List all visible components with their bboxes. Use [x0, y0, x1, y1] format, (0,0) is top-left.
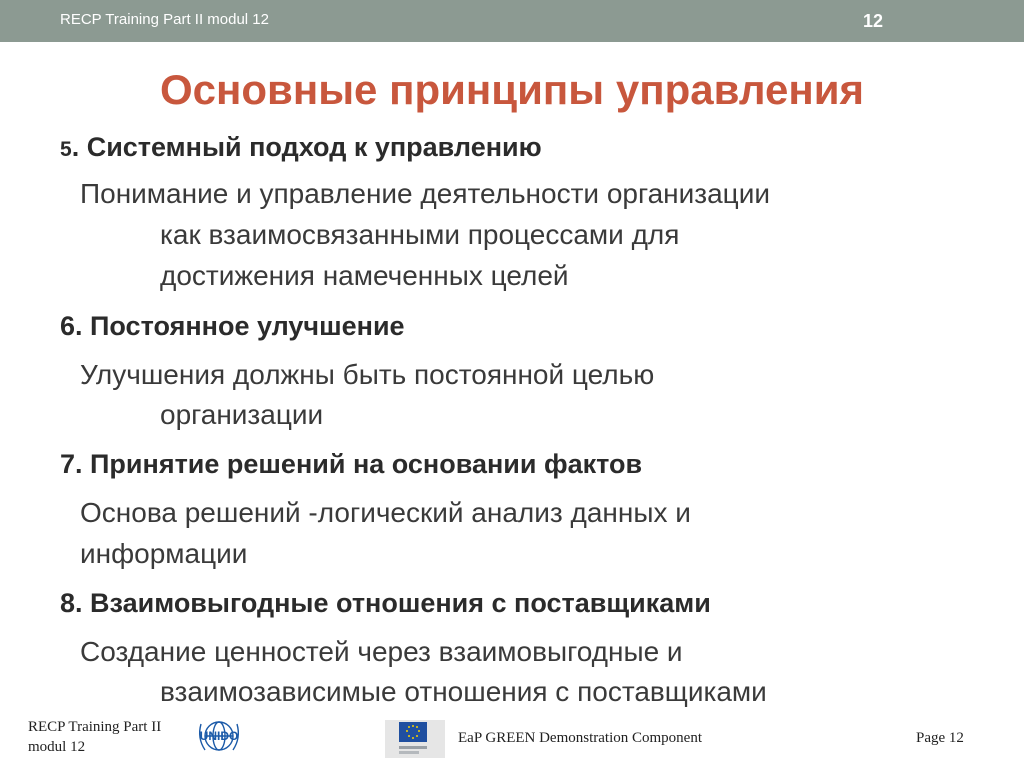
- svg-text:UNIDO: UNIDO: [199, 729, 239, 743]
- slide-number: 12: [863, 11, 884, 31]
- footer-course: [28, 717, 161, 757]
- principle-5-number: 5: [60, 138, 72, 161]
- principle-5-line-1: Понимание и управление деятельности организации: [80, 178, 770, 209]
- principle-6-line-1: Улучшения должны быть постоянной целью: [80, 359, 655, 390]
- principle-5-heading-text: . Системный подход к управлению: [71, 132, 542, 162]
- principle-5-heading: [60, 132, 542, 163]
- principle-7-heading: 7. Принятие решений на основании фактов: [60, 449, 643, 479]
- slide-title: Основные принципы управления: [159, 66, 865, 113]
- unido-logo-icon: [195, 718, 243, 758]
- eu-flag-icon: [385, 720, 445, 758]
- principle-7-line-2: информации: [80, 538, 248, 569]
- principle-8-line-1: Создание ценностей через взаимовыгодные и: [80, 636, 683, 667]
- principle-8-heading: 8. Взаимовыгодные отношения с поставщиками: [60, 588, 711, 618]
- footer-course-line-1: RECP Training Part II: [28, 719, 162, 735]
- footer-program: EaP GREEN Demonstration Component: [458, 730, 702, 746]
- principle-6-line-2: организации: [160, 399, 324, 430]
- principle-5-line-2: как взаимосвязанными процессами для: [160, 219, 680, 250]
- principle-6-heading: 6. Постоянное улучшение: [60, 311, 405, 341]
- course-label: RECP Training Part II modul 12: [60, 11, 269, 28]
- principle-7-line-1: Основа решений -логический анализ данных и: [80, 497, 691, 528]
- principle-8-line-2: взаимозависимые отношения с поставщиками: [160, 676, 767, 707]
- footer-page-number: Page 12: [916, 730, 964, 746]
- principle-5-line-3: достижения намеченных целей: [160, 260, 569, 291]
- footer-course-line-2: modul 12: [28, 739, 86, 755]
